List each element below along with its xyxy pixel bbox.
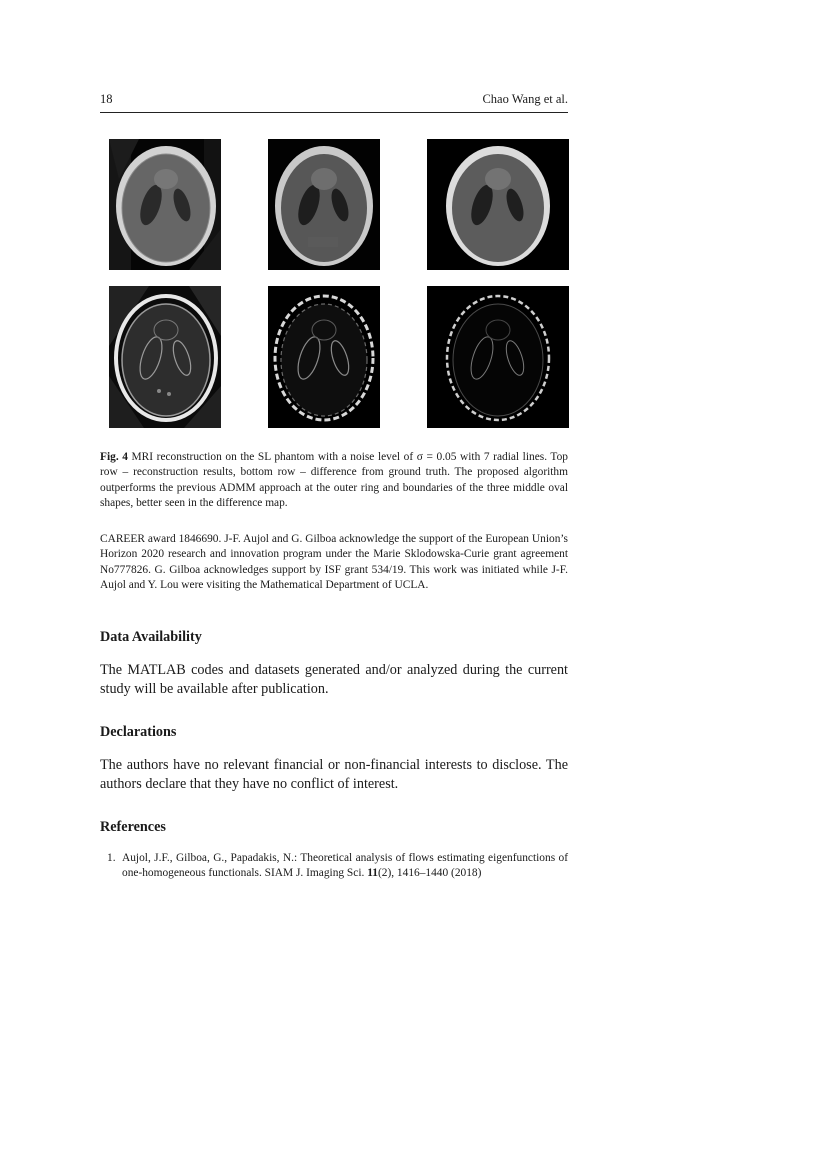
figure-panel-diff-2 [268,286,380,428]
figure-panel-recon-1 [109,139,221,270]
reference-text-main: Aujol, J.F., Gilboa, G., Papadakis, N.: Theoretical analysis of flows estimating eigenfunctions of one-homogeneous functionals. SIAM J. Imaging Sci. [122,852,568,880]
reference-text-pages: (2), 1416–1440 (2018) [377,867,482,880]
acknowledgments-paragraph: CAREER award 1846690. J-F. Aujol and G. Gilboa acknowledge the support of the European Union’s Horizon 2020 research and innovation program under the Marie Sklodowska-Curie grant agreement No777826. G. Gilboa acknowledges support by ISF grant 534/19. This work was initiated while J-F. Aujol and Y. Lou were visiting the Mathematical Department of UCLA. [100,533,568,592]
reference-volume: 11 [367,867,378,880]
declarations-heading: Declarations [100,724,177,740]
figure-panel-diff-1 [109,286,221,428]
figure-panel-recon-3 [427,139,569,270]
data-availability-paragraph: The MATLAB codes and datasets generated and/or analyzed during the current study will be available after publication. [100,662,568,697]
figure-panel-recon-2 [268,139,380,270]
figure-caption-text: MRI reconstruction on the SL phantom with a noise level of σ = 0.05 with 7 radial lines. Top row – reconstruction results, bottom row – difference from ground truth. The proposed algorithm outperforms the previous ADMM approach at the outer ring and boundaries of the three middle oval shapes, better seen in the difference map. [100,451,568,510]
declarations-paragraph: The authors have no relevant financial or non-financial interests to disclose. The authors declare that they have no conflict of interest. [100,757,568,792]
reference-item [100,851,568,882]
page-number: 18 [100,92,113,106]
reference-text [122,851,568,882]
references-heading: References [100,819,166,835]
running-header [100,92,568,113]
running-author: Chao Wang et al. [482,92,568,106]
data-availability-heading: Data Availability [100,629,202,645]
figure-panel-diff-3 [427,286,569,428]
figure-caption [100,450,568,512]
figure-caption-label: Fig. 4 [100,451,128,463]
reference-number: 1. [107,852,116,864]
